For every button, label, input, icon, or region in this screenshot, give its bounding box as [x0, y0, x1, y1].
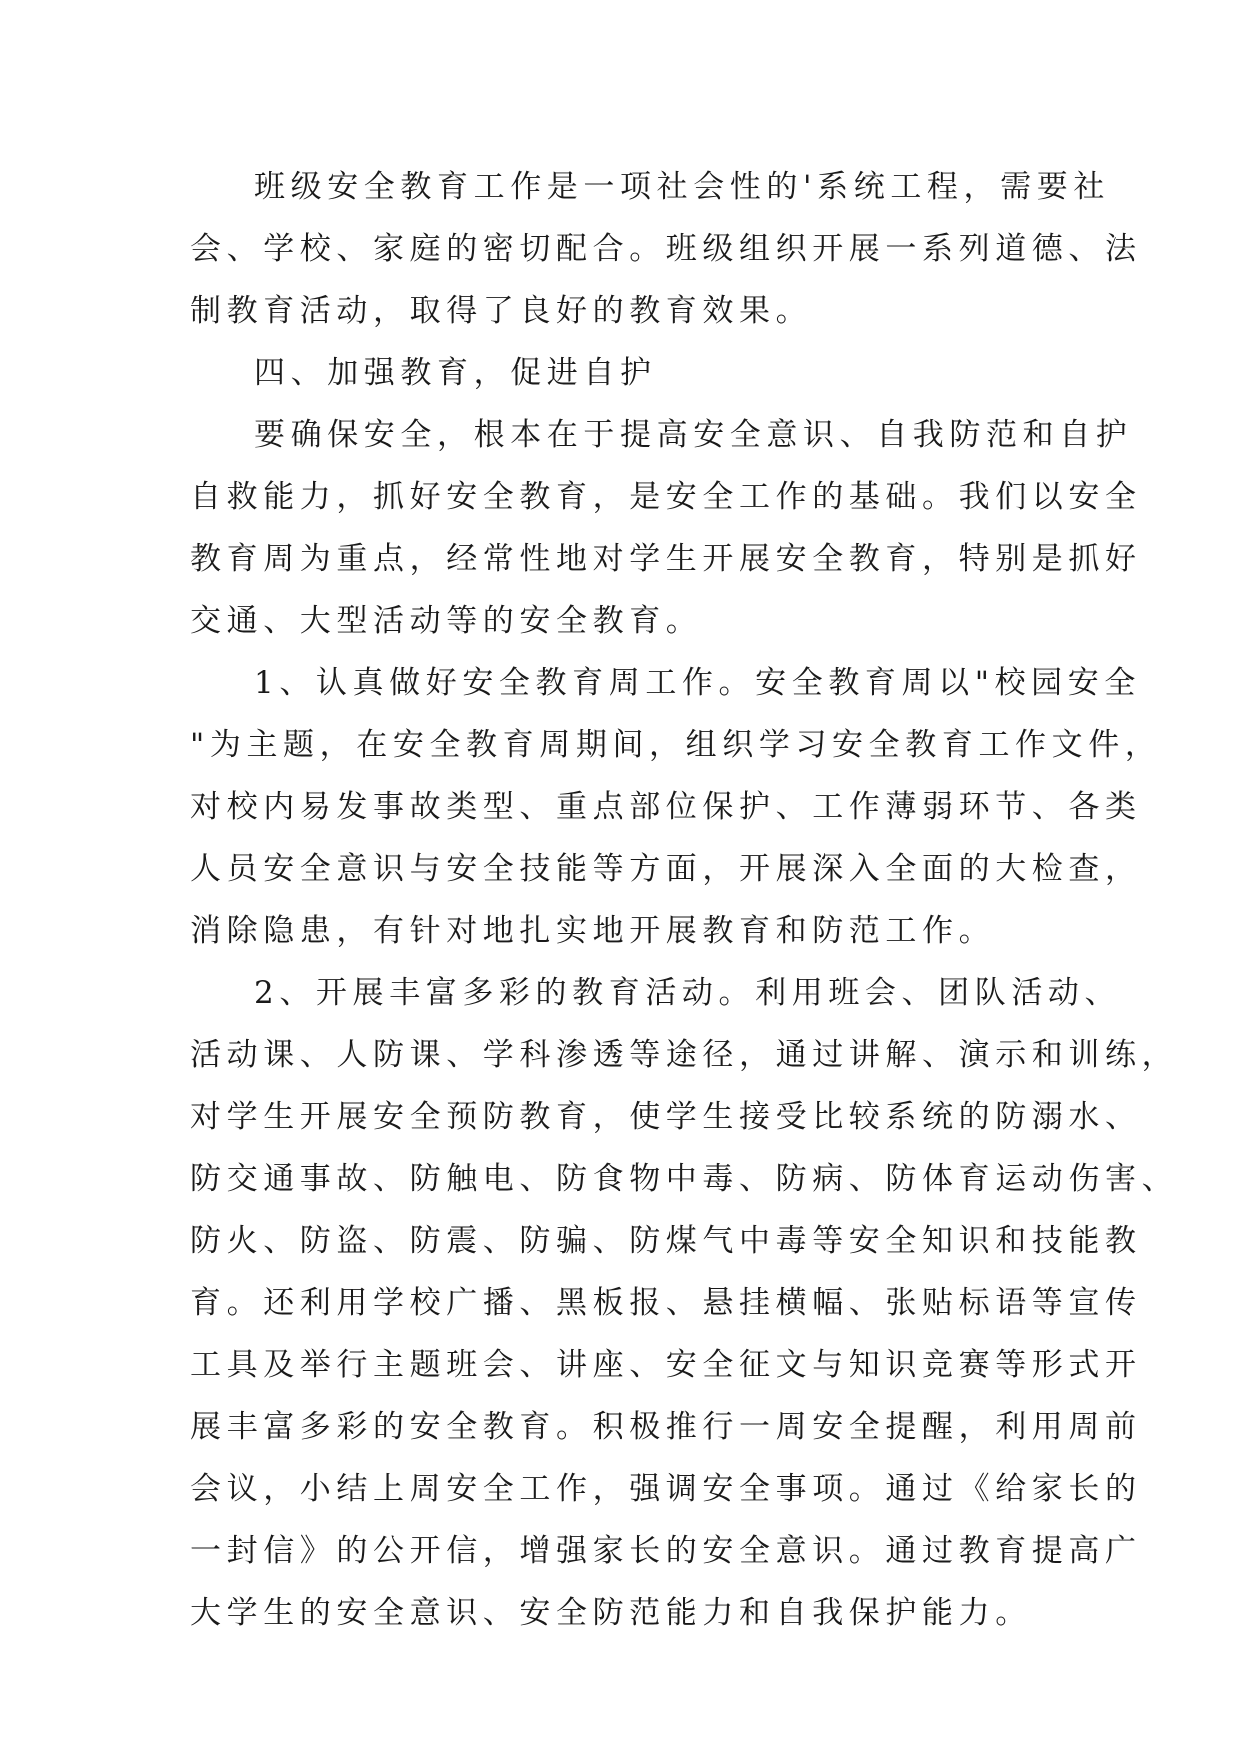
text-line: 1、认真做好安全教育周工作。安全教育周以"校园安全 [254, 665, 1141, 701]
text-line: 育。还利用学校广播、黑板报、悬挂横幅、张贴标语等宣传 [190, 1285, 1142, 1321]
section-heading: 四、加强教育，促进自护 [254, 355, 657, 391]
text-line: 2、开展丰富多彩的教育活动。利用班会、团队活动、 [254, 975, 1122, 1011]
text-line: 要确保安全，根本在于提高安全意识、自我防范和自护 [254, 417, 1133, 453]
text-line: 班级安全教育工作是一项社会性的'系统工程，需要社 [254, 169, 1110, 205]
text-line: 会、学校、家庭的密切配合。班级组织开展一系列道德、法 [190, 231, 1142, 267]
text-line: 教育周为重点，经常性地对学生开展安全教育，特别是抓好 [190, 541, 1142, 577]
text-line: 展丰富多彩的安全教育。积极推行一周安全提醒，利用周前 [190, 1409, 1142, 1445]
text-line: 会议，小结上周安全工作，强调安全事项。通过《给家长的 [190, 1471, 1142, 1507]
text-line: 对学生开展安全预防教育，使学生接受比较系统的防溺水、 [190, 1099, 1142, 1135]
text-line: 工具及举行主题班会、讲座、安全征文与知识竞赛等形式开 [190, 1347, 1142, 1383]
text-line: 大学生的安全意识、安全防范能力和自我保护能力。 [190, 1595, 1032, 1631]
text-line: 消除隐患，有针对地扎实地开展教育和防范工作。 [190, 913, 996, 949]
text-line: 一封信》的公开信，增强家长的安全意识。通过教育提高广 [190, 1533, 1142, 1569]
text-line: 制教育活动，取得了良好的教育效果。 [190, 293, 813, 329]
text-line: 对校内易发事故类型、重点部位保护、工作薄弱环节、各类 [190, 789, 1142, 825]
text-line: 人员安全意识与安全技能等方面，开展深入全面的大检查， [190, 851, 1142, 887]
text-line: 防交通事故、防触电、防食物中毒、防病、防体育运动伤害、 [190, 1161, 1179, 1197]
text-line: "为主题，在安全教育周期间，组织学习安全教育工作文件， [190, 727, 1162, 763]
text-line: 交通、大型活动等的安全教育。 [190, 603, 703, 639]
text-line: 活动课、人防课、学科渗透等途径，通过讲解、演示和训练， [190, 1037, 1179, 1073]
text-line: 防火、防盗、防震、防骗、防煤气中毒等安全知识和技能教 [190, 1223, 1142, 1259]
document-body [190, 156, 1179, 1644]
text-line: 自救能力，抓好安全教育，是安全工作的基础。我们以安全 [190, 479, 1142, 515]
